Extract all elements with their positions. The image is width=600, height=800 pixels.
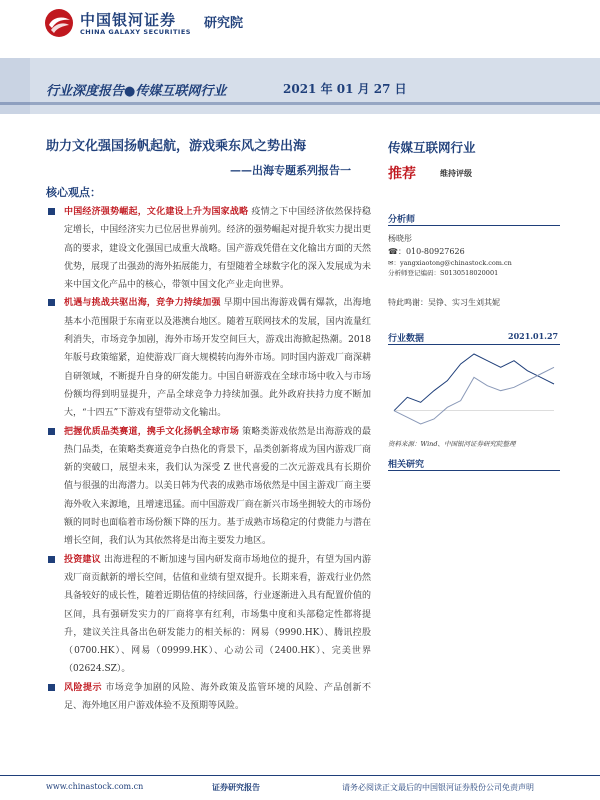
divider — [388, 225, 560, 226]
institute-label: 研究院 — [204, 16, 244, 31]
bullet-text: 策略类游戏依然是出海游戏的最热门品类，在策略类赛道竞争白热化的背景下，品类创新将成为国内游戏厂商新的突破口，展望未来，我们认为深受 Z 世代喜爱的二次元游戏具有长期价值与很强的出海潜力。以美日韩为代表的成熟市场依然是中国主游戏厂商主要海外收入来源地，且增速迅猛。而中国游戏厂商在新兴市场坐拥较大的市场份额的同时也面临着市场份额下降的压力。基于成熟市场稳定的付费能力与潜在增长空间，我们认为其依然将是出海主要发力地区。 — [64, 426, 371, 547]
report-title: 助力文化强国扬帆起航，游戏乘东风之势出海 — [46, 139, 307, 154]
market-chart — [388, 348, 560, 430]
chart-series-line-0 — [394, 354, 554, 411]
footer-label: 证券研究报告 — [212, 782, 260, 792]
chart-source: 资料来源：Wind、中国银河证券研究院整理 — [388, 440, 516, 448]
list-item — [46, 551, 371, 679]
square-bullet-icon — [48, 299, 55, 306]
footer-disclaimer: 请务必阅读正文最后的中国银河证券股份公司免责声明 — [342, 783, 534, 792]
square-bullet-icon — [48, 684, 55, 691]
divider — [388, 344, 560, 345]
contributors: 特此鸣谢：吴铮、实习生刘其妮 — [388, 298, 500, 307]
bullet-text: 疫情之下中国经济依然保持稳定增长，中国经济实力已位居世界前列。经济的强势崛起对提升软实力提出更高的要求，建设文化强国已成重大战略。国产游戏凭借在文化输出方面的天然优势，展现了出强劲的海外拓展能力，有望随着全球数字化的深入发展成为未来中国文化产品中的核心，带领中国文化产业走向世界。 — [64, 207, 371, 291]
bullet-text: 出海进程的不断加速与国内研发商市场地位的提升，有望为国内游戏厂商贡献新的增长空间，估值和业绩有望双提升。长期来看，游戏行业仍然具备较好的成长性，随着近期估值的持续回落，行业逐渐进入具有配置价值的区间，具有强研发实力的厂商将享有红利，市场集中度和头部稳定性都将提升，建议关注具备出色研发能力的相关标的：网易（9990.HK）、腾讯控股（0700.HK）、网易（09999.HK）、心动公司（2400.HK）、完美世界（02624.SZ）。 — [64, 554, 371, 675]
list-item — [46, 423, 371, 551]
square-bullet-icon — [48, 208, 55, 215]
bullet-text: 早期中国出海游戏偶有爆款，出海地基本小范围限于东南亚以及港澳台地区。随着互联网技术的发展，国内流量红利消失，市场竞争加剧，海外市场开发空间巨大，游戏出海掀起热潮。2018 年版号政策缩紧，迫使游戏厂商大规模转向海外市场。同时国内游戏厂商深耕自研领域，不断提升自身的研发能力。中国自研游戏在全球市场中收入与市场份额均得到明显提升，产品全球竞争力持续加强。此外政府扶持力度不断加大，“十四五”下游戏有望带动文化输出。 — [64, 298, 371, 419]
report-date: 2021 年 01 月 27 日 — [283, 82, 407, 96]
core-views-heading: 核心观点： — [46, 186, 101, 199]
square-bullet-icon — [48, 428, 55, 435]
bullet-highlight: 投资建议 — [64, 554, 101, 565]
footer-divider — [0, 775, 600, 776]
analyst-email: ✉：yangxiaotong@chinastock.com.cn — [388, 259, 512, 267]
bullet-highlight: 中国经济强势崛起，文化建设上升为国家战略 — [64, 207, 249, 217]
report-type: 行业深度报告●传媒互联网行业 — [46, 84, 227, 99]
bullet-text: 市场竞争加剧的风险、海外政策及监管环境的风险、产品创新不足、海外地区用户游戏体验不及预期等风险。 — [64, 682, 371, 712]
square-bullet-icon — [48, 556, 55, 563]
report-subtitle: ——出海专题系列报告一 — [230, 164, 351, 177]
analyst-cert: 分析师登记编码：S0130518020001 — [388, 269, 499, 277]
related-heading: 相关研究 — [388, 460, 425, 470]
market-heading: 行业数据 — [388, 334, 425, 344]
bullet-highlight: 机遇与挑战共驱出海，竞争力持续加强 — [64, 298, 221, 309]
analyst-name: 杨晓彤 — [388, 234, 412, 243]
company-logo — [44, 6, 264, 40]
analyst-heading: 分析师 — [388, 215, 416, 225]
banner-stripe — [0, 102, 600, 105]
galaxy-logo-icon — [44, 8, 74, 38]
list-item — [46, 679, 371, 716]
logo-en-text: CHINA GALAXY SECURITIES — [80, 28, 191, 36]
bullet-highlight: 把握优质品类赛道，携手文化扬帆全球市场 — [64, 426, 240, 437]
list-item — [46, 203, 371, 294]
rating-note: 维持评级 — [440, 168, 472, 178]
market-date: 2021.01.27 — [508, 331, 559, 341]
chart-series-line-1 — [394, 367, 554, 424]
bullet-highlight: 风险提示 — [64, 682, 103, 693]
core-views-list — [46, 203, 371, 715]
footer-website[interactable]: www.chinastock.com.cn — [46, 782, 144, 791]
industry-heading: 传媒互联网行业 — [388, 140, 476, 155]
analyst-phone: ☎：010-80927626 — [388, 247, 465, 256]
list-item — [46, 294, 371, 422]
divider — [388, 470, 560, 471]
rating-badge: 推荐 — [388, 166, 416, 182]
logo-cn-text: 中国银河证券 — [80, 11, 177, 29]
